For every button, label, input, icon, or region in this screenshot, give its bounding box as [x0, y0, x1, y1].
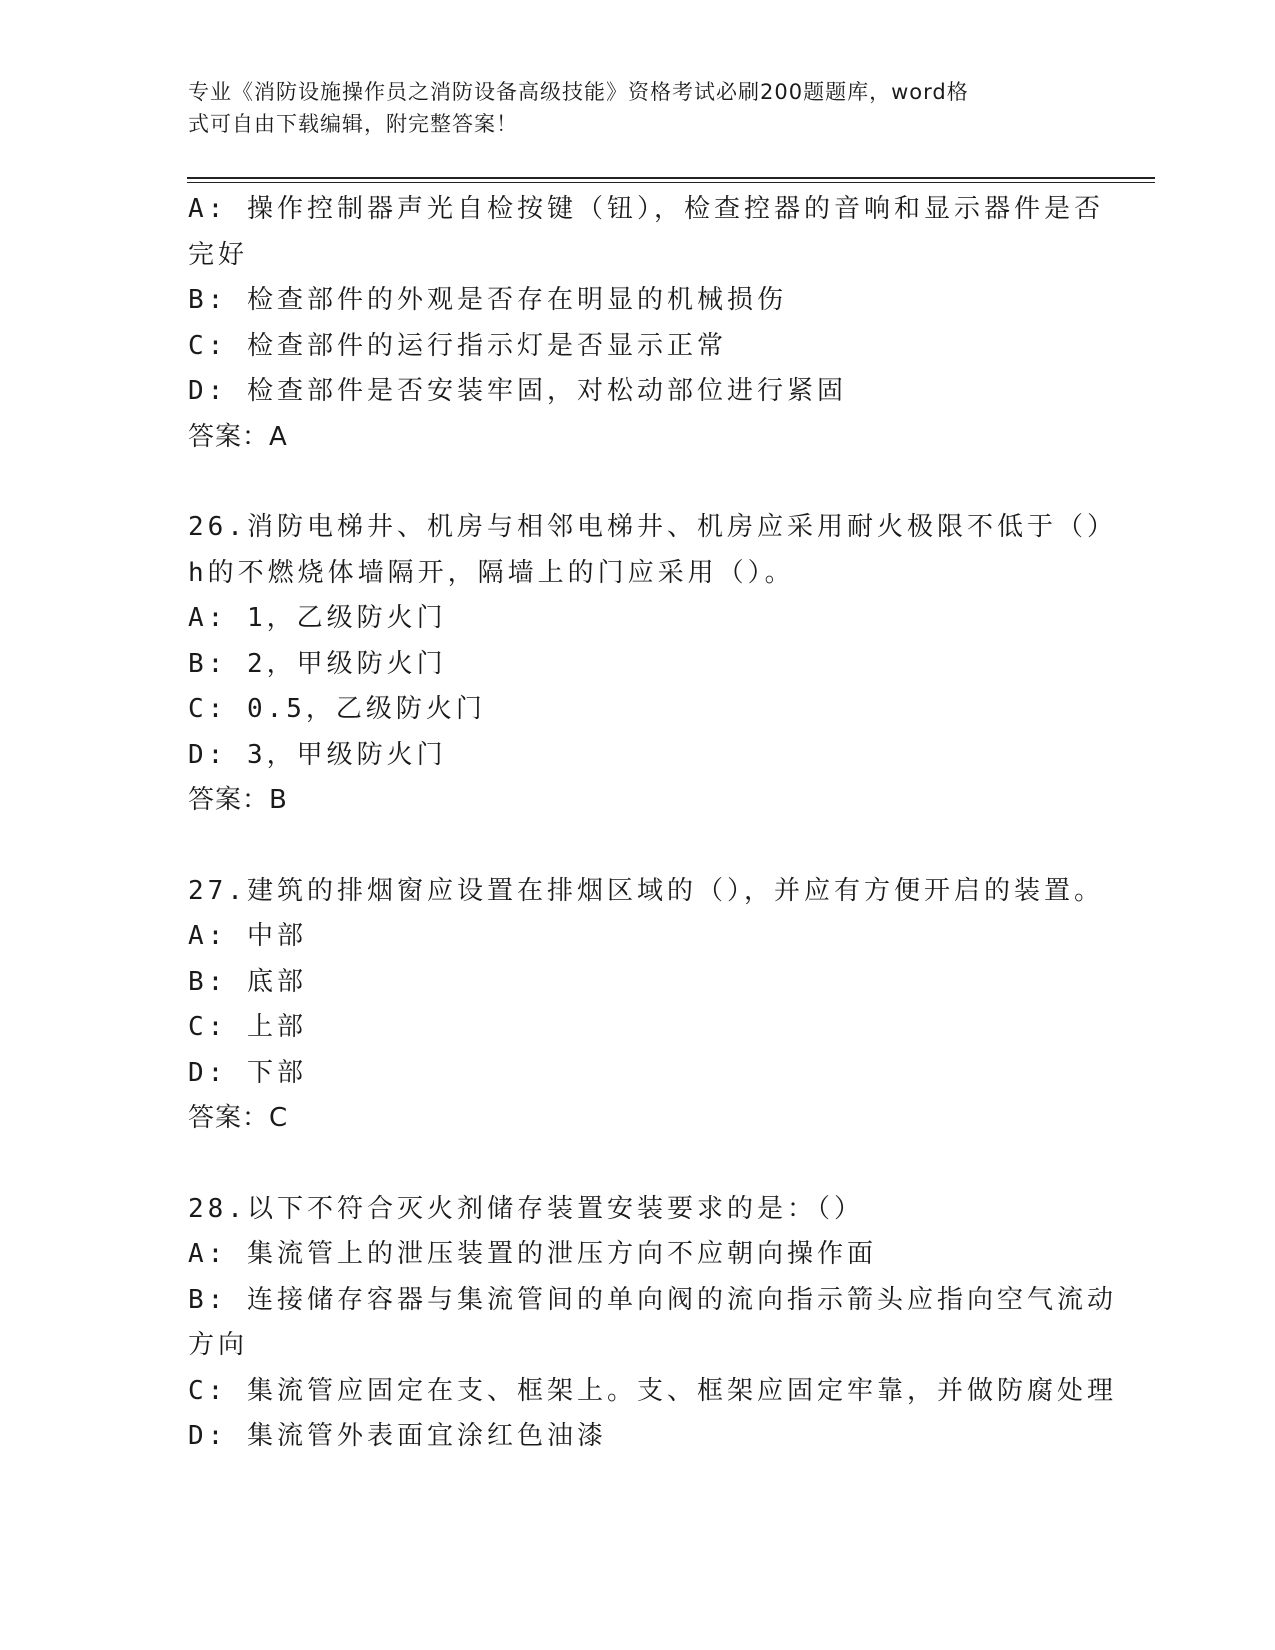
- spacer: [188, 1142, 1088, 1187]
- option-a: A: 集流管上的泄压装置的泄压方向不应朝向操作面: [188, 1239, 877, 1269]
- question-list: [188, 187, 1117, 1460]
- question-text-line-1: 27.建筑的排烟窗应设置在排烟区域的（），并应有方便开启的装置。: [188, 875, 1104, 906]
- option-a: A: 1，乙级防火门: [188, 603, 447, 633]
- spacer: [188, 460, 1088, 505]
- answer-label: 答案：A: [188, 421, 288, 452]
- question-text-line-2: h的不燃烧体墙隔开，隔墙上的门应采用（）。: [188, 557, 795, 588]
- question-25-block: [188, 187, 1104, 460]
- option-c: C: 0.5，乙级防火门: [188, 694, 486, 724]
- header-divider-thin: [187, 182, 1155, 183]
- option-c: C: 上部: [188, 1012, 307, 1042]
- header-divider-thick: [187, 177, 1155, 179]
- option-d: D: 检查部件是否安装牢固，对松动部位进行紧固: [188, 376, 847, 406]
- question-27-block: [188, 869, 1104, 1142]
- option-c: C: 检查部件的运行指示灯是否显示正常: [188, 330, 727, 361]
- answer-label: 答案：C: [188, 1103, 289, 1133]
- option-a-line-2: 完好: [188, 239, 249, 270]
- question-28-block: [188, 1187, 1117, 1460]
- answer-label: 答案：B: [188, 785, 288, 815]
- option-b: B: 底部: [188, 966, 307, 997]
- question-26-block: [188, 505, 1117, 824]
- option-c: C: 集流管应固定在支、框架上。支、框架应固定牢靠，并做防腐处理: [188, 1375, 1117, 1406]
- option-b: B: 检查部件的外观是否存在明显的机械损伤: [188, 285, 787, 315]
- document-header: [188, 76, 1068, 140]
- option-b-line-2: 方向: [188, 1330, 249, 1360]
- header-line-1: 专业《消防设施操作员之消防设备高级技能》资格考试必刷200题题库，word格: [188, 80, 969, 104]
- question-text-line-1: 26.消防电梯井、机房与相邻电梯井、机房应采用耐火极限不低于（）: [188, 512, 1117, 542]
- option-a-line-1: A: 操作控制器声光自检按键（钮），检查控器的音响和显示器件是否: [188, 194, 1104, 224]
- option-d: D: 3，甲级防火门: [188, 739, 447, 770]
- question-text-line-1: 28.以下不符合灭火剂储存装置安装要求的是：（）: [188, 1193, 864, 1224]
- option-b: B: 2，甲级防火门: [188, 648, 447, 679]
- spacer: [188, 824, 1088, 869]
- option-b-line-1: B: 连接储存容器与集流管间的单向阀的流向指示箭头应指向空气流动: [188, 1284, 1117, 1315]
- option-d: D: 下部: [188, 1057, 307, 1088]
- header-line-2: 式可自由下载编辑，附完整答案！: [188, 112, 518, 136]
- option-a: A: 中部: [188, 921, 307, 951]
- option-d: D: 集流管外表面宜涂红色油漆: [188, 1421, 607, 1451]
